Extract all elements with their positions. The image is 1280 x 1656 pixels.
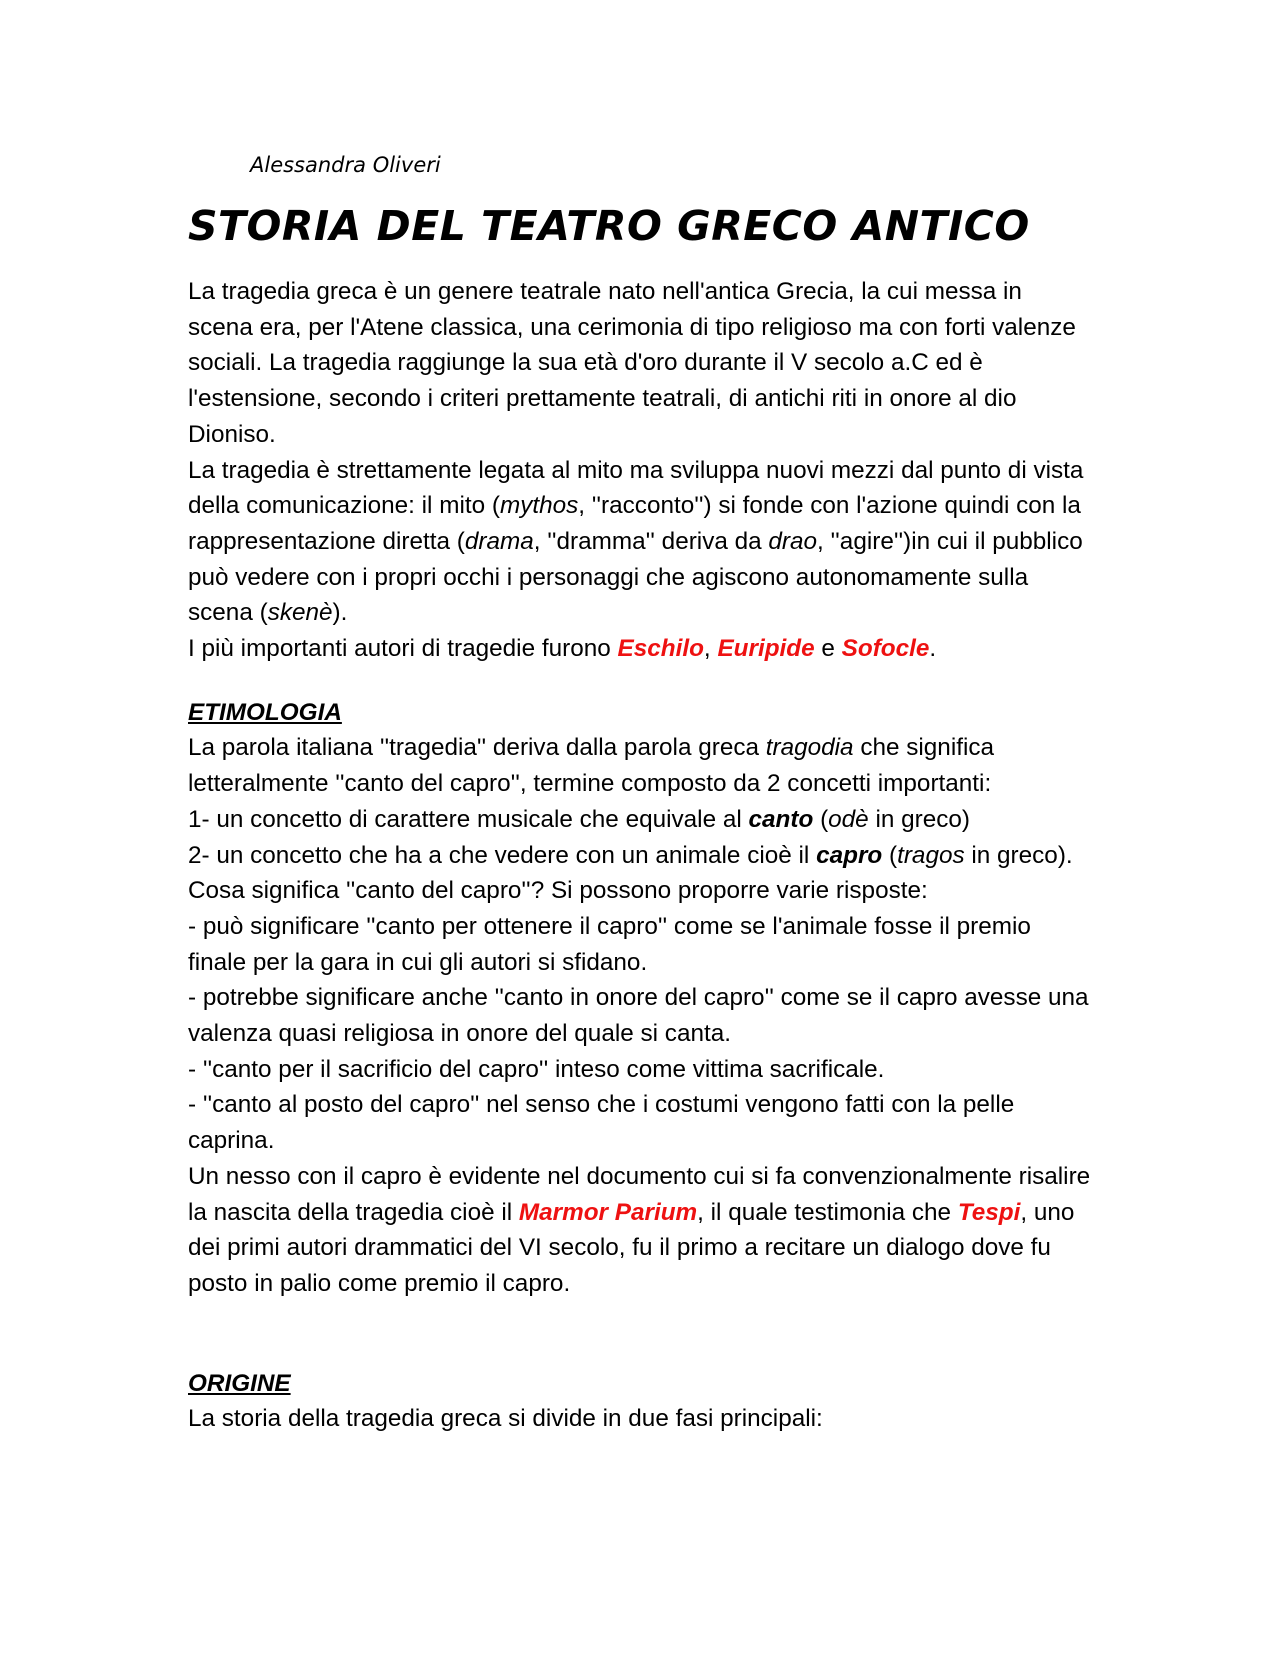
etimologia-line-5: - può significare ''canto per ottenere il capro'' come se l'animale fosse il premio finale per la gara in cui gli autori si sfidano.: [188, 912, 1031, 976]
author-eschilo: Eschilo: [617, 635, 704, 663]
author-euripide: Euripide: [717, 635, 815, 663]
intro-paragraph-2: La tragedia è strettamente legata al mito ma sviluppa nuovi mezzi dal punto di vista della comunicazione: il mito (mythos, ''racconto'') si fonde con l'azione quindi con la rappresentazione diretta (drama, ''dramma'' deriva da drao, ''agire'')in cui il pubblico può vedere con i propri occhi i personaggi che agiscono autonomamente sulla scena (skenè).: [188, 456, 1084, 627]
spacer: [188, 1302, 1093, 1366]
document-body: [188, 274, 1093, 1437]
etimologia-line-3: 2- un concetto che ha a che vedere con un animale cioè il capro (tragos in greco).: [188, 841, 1073, 869]
etimologia-line-9: Un nesso con il capro è evidente nel documento cui si fa convenzionalmente risalire la nascita della tragedia cioè il Marmor Parium, il quale testimonia che Tespi, uno dei primi autori drammatici del VI secolo, fu il primo a recitare un dialogo dove fu posto in palio come premio il capro.: [188, 1162, 1091, 1297]
author-name: Alessandra Oliveri: [250, 153, 441, 177]
origine-line-1: La storia della tragedia greca si divide in due fasi principali:: [188, 1405, 823, 1433]
etimologia-line-8: - ''canto al posto del capro'' nel senso che i costumi vengono fatti con la pelle caprina.: [188, 1091, 1015, 1155]
tespi: Tespi: [957, 1198, 1021, 1226]
section-heading-etimologia: ETIMOLOGIA: [188, 698, 342, 726]
etimologia-line-6: - potrebbe significare anche ''canto in onore del capro'' come se il capro avesse una valenza quasi religiosa in onore del quale si canta.: [188, 984, 1089, 1048]
author-sofocle: Sofocle: [841, 635, 930, 663]
etimologia-line-1: La parola italiana ''tragedia'' deriva dalla parola greca tragodia che significa letteralmente ''canto del capro'', termine composto da 2 concetti importanti:: [188, 734, 995, 798]
etimologia-line-2: 1- un concetto di carattere musicale che equivale al canto (odè in greco): [188, 805, 970, 833]
section-heading-origine: ORIGINE: [188, 1369, 291, 1397]
etimologia-line-4: Cosa significa ''canto del capro''? Si possono proporre varie risposte:: [188, 877, 928, 905]
marmor-parium: Marmor Parium: [518, 1198, 698, 1226]
document-title: STORIA DEL TEATRO GRECO ANTICO: [188, 202, 1030, 250]
intro-paragraph-3: I più importanti autori di tragedie furono Eschilo, Euripide e Sofocle.: [188, 635, 937, 663]
intro-paragraph-1: La tragedia greca è un genere teatrale nato nell'antica Grecia, la cui messa in scena era, per l'Atene classica, una cerimonia di tipo religioso ma con forti valenze sociali. La tragedia raggiunge la sua età d'oro durante il V secolo a.C ed è l'estensione, secondo i criteri prettamente teatrali, di antichi riti in onore al dio Dioniso.: [188, 278, 1076, 448]
etimologia-line-7: - ''canto per il sacrificio del capro'' inteso come vittima sacrificale.: [188, 1055, 885, 1083]
spacer: [188, 667, 1093, 695]
